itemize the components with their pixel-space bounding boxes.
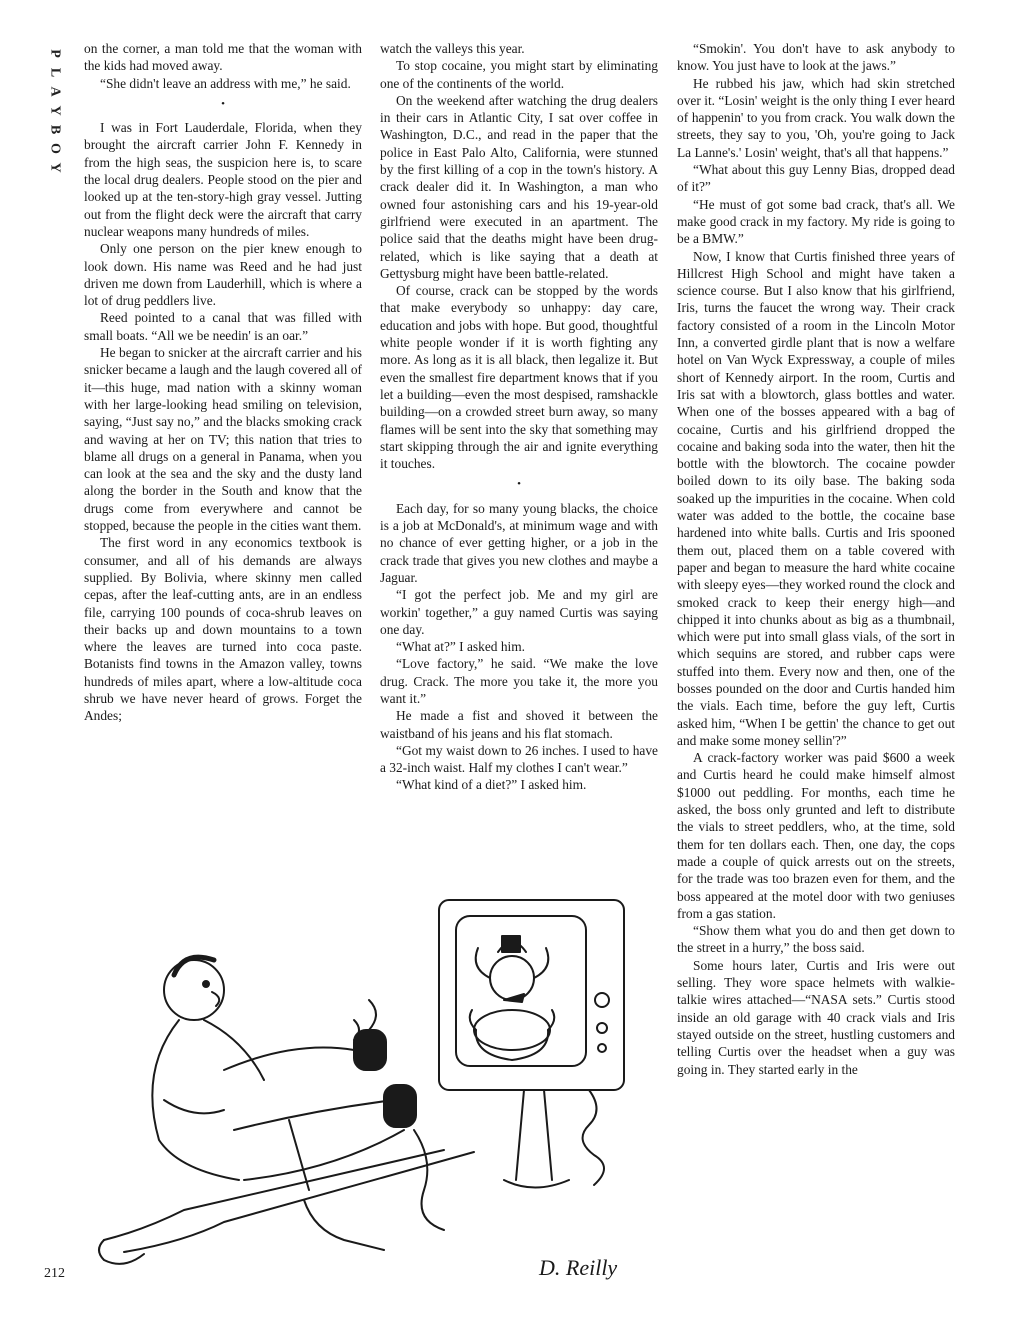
text-column-3 [677,40,955,1078]
paragraph: “She didn't leave an address with me,” he said. [100,75,351,91]
artist-signature: D. Reilly [539,1255,618,1280]
paragraph: He rubbed his jaw, which had skin stretched over it. “Losin' weight is the only thing I ever heard of happenin' to you from crack. You walk down the streets, they say to you, 'Oh, you're going to Jack La Lanne's.' Losin' weight, that's all that happens.” [677,75,955,160]
paragraph: Of course, crack can be stopped by the words that make everybody so unhappy: day care, education and jobs with hope. But good, thoughtful white people wonder if it is worth fighting any more. As long as it is all black, then legalize it. But even the smallest fire department knows that if you let a building—even the most despised, ramshackle building—on a crowded street burn away, so many flames will be sent into the sky that something may start skipping through the air and ignite everything it touches. [380,283,658,472]
paragraph: Some hours later, Curtis and Iris were out selling. They wore space helmets with walkie-talkie wires attached—“NASA sets.” Curtis stood inside an old garage with 40 crack vials and Iris stayed outside on the street, hustling customers and telling Curtis over the headset when a guy was going in. They started early in the [677,957,955,1077]
television-drawing [439,900,624,1188]
paragraph: Each day, for so many young blacks, the choice is a job at McDonald's, at minimum wage and with no chance of ever getting higher, or a job in the crack trade that gives you new clothes and maybe a Jaguar. [380,500,658,585]
page-number: 212 [44,1266,65,1281]
masthead-letter: O [47,143,63,154]
paragraph: “I got the perfect job. Me and my girl are workin' together,” a guy named Curtis was saying one day. [380,587,658,637]
section-bullet: • [517,478,521,491]
paragraph: To stop cocaine, you might start by eliminating one of the continents of the world. [380,58,658,91]
paragraph: I was in Fort Lauderdale, Florida, when they brought the aircraft carrier John F. Kennedy in from the high seas, the suspicion here is, to scare the local drug dealers. People stood on the pier and looked up at the ten-story-high gray vessel. Jutting out from the flight deck were the aircraft that carry nuclear weapons many hundreds of miles. [84,120,362,239]
paragraph: watch the valleys this year. [380,41,525,56]
masthead-letter: Y [47,105,63,116]
text-column-1 [84,40,362,725]
magazine-masthead [44,44,66,177]
paragraph: “What kind of a diet?” I asked him. [396,777,587,793]
paragraph: A crack-factory worker was paid $600 a week and Curtis heard he could make himself almost $1000 out peddling. For months, each time he asked, the boss only grunted and left to distribute the vials to street peddlers, who, at the time, sold them for ten dollars each. Then, one day, the cops made a couple of quick arrests out on the streets, for the trade was too brazen even for them, and the boss appeared at the motel door with two geniuses from a gas station. [677,750,955,921]
paragraph: The first word in any economics textbook is consumer, and all of his demands are always supplied. By Bolivia, where skinny men called cepas, after the leaf-cutting ants, are in an endless file, carrying 100 pounds of coca-shrub leaves on their backs up and down mountains to a town where the leaves are turned into coca paste. Botanists find towns in the Amazon valley, towns hundreds of miles apart, where a low-altitude coca shrub we have never heard of grows. Forget the Andes; [84,535,362,724]
text-column-2 [380,40,658,794]
paragraph: “Love factory,” he said. “We make the love drug. Crack. The more you take it, the more you want it.” [380,656,658,706]
man-rowing-drawing [99,957,474,1264]
masthead-letter: Y [47,162,63,173]
paragraph: Now, I know that Curtis finished three years of Hillcrest High School and might have taken a science course. But I also know that his girlfriend, Iris, turns the faucet the wrong way. Their crack factory consisted of a room in the Lincoln Motor Inn, a converted girdle plant that is now a welfare hotel on Van Wyck Expressway, a couple of miles short of Kennedy airport. In the room, Curtis and Iris sat with a blowtorch, glass bottles and water. When one of the bosses appeared with a bag of cocaine, Curtis and his girlfriend dropped the cocaine and baking soda into the water, then hit the bottle with the blowtorch. The cocaine powder boiled down to its oily base. The baking soda soaked up the impurities in the cocaine. When cold water was added to the bottle, the cocaine base hardened into white balls. Curtis and Iris spooned them out, placed them on a table covered with paper and began to measure the hard white cocaine with sleepy eyes—they worked round the clock and smoked crack to keep their energy high—and chipped it into chunks about as big as a thumbnail, which were put into small glass vials, of the sort in which sequins are stored, and rubber caps were stuffed into them. Every now and then, one of the bosses pounded on the door and Curtis handed him the vials. Each time, before the guy left, Curtis asked him, “When I be gettin' the chance to get out and make some money sellin'?” [677,248,955,748]
paragraph: on the corner, a man told me that the woman with the kids had moved away. [84,41,362,74]
masthead-letter: A [47,86,63,97]
paragraph: “What at?” I asked him. [396,639,526,655]
paragraph: On the weekend after watching the drug dealers in their cars in Atlantic City, I sat over coffee in Washington, D.C., and read in the paper that the police in East Palo Alto, California, were stunned by the first killing of a cop in the town's history. A crack dealer did it. In Washington, a man who owned four astonishing cars and his 19-year-old girlfriend were executed in an apartment. The police said that the deaths might have been drug-related, which is like saying that a death at Gettysburg might have been battle-related. [380,92,658,281]
paragraph: He made a fist and shoved it between the waistband of his jeans and his flat stomach. [380,708,658,741]
paragraph: “Show them what you do and then get down to the street in a hurry,” the boss said. [677,923,955,956]
paragraph: Only one person on the pier knew enough to look down. His name was Reed and he had just driven me down from Lauderhill, which is where a lot of drug peddlers live. [84,241,362,309]
section-bullet: • [221,97,225,110]
paragraph: “What about this guy Lenny Bias, dropped dead of it?” [677,162,955,195]
paragraph: Reed pointed to a canal that was filled with small boats. “All we be needin' is an oar.” [84,310,362,343]
masthead-letter: L [47,67,63,78]
paragraph: “Got my waist down to 26 inches. I used to have a 32-inch waist. Half my clothes I can't wear.” [380,742,658,776]
paragraph: “Smokin'. You don't have to ask anybody to know. You just have to look at the jaws.” [677,41,955,74]
masthead-letter: B [47,124,63,135]
paragraph: He began to snicker at the aircraft carrier and his snicker became a laugh and the laugh covered all of it—this huge, mad nation with a skinny woman with her large-looking head smiling on television, saying, “Just say no,” and the blacks smoking crack and waving at her on TV; this nation that tries to blame all drugs on a general in Panama, when you can look at the sea and the sky and the dusty land along the border in the South and know that the drugs come from everywhere and cannot be stopped, because the people in the cities want them. [84,345,362,534]
cartoon-illustration [84,880,664,1292]
masthead-letter: P [47,49,63,58]
paragraph: “He must of got some bad crack, that's all. We make good crack in my factory. My ride is going to be a BMW.” [677,196,955,247]
